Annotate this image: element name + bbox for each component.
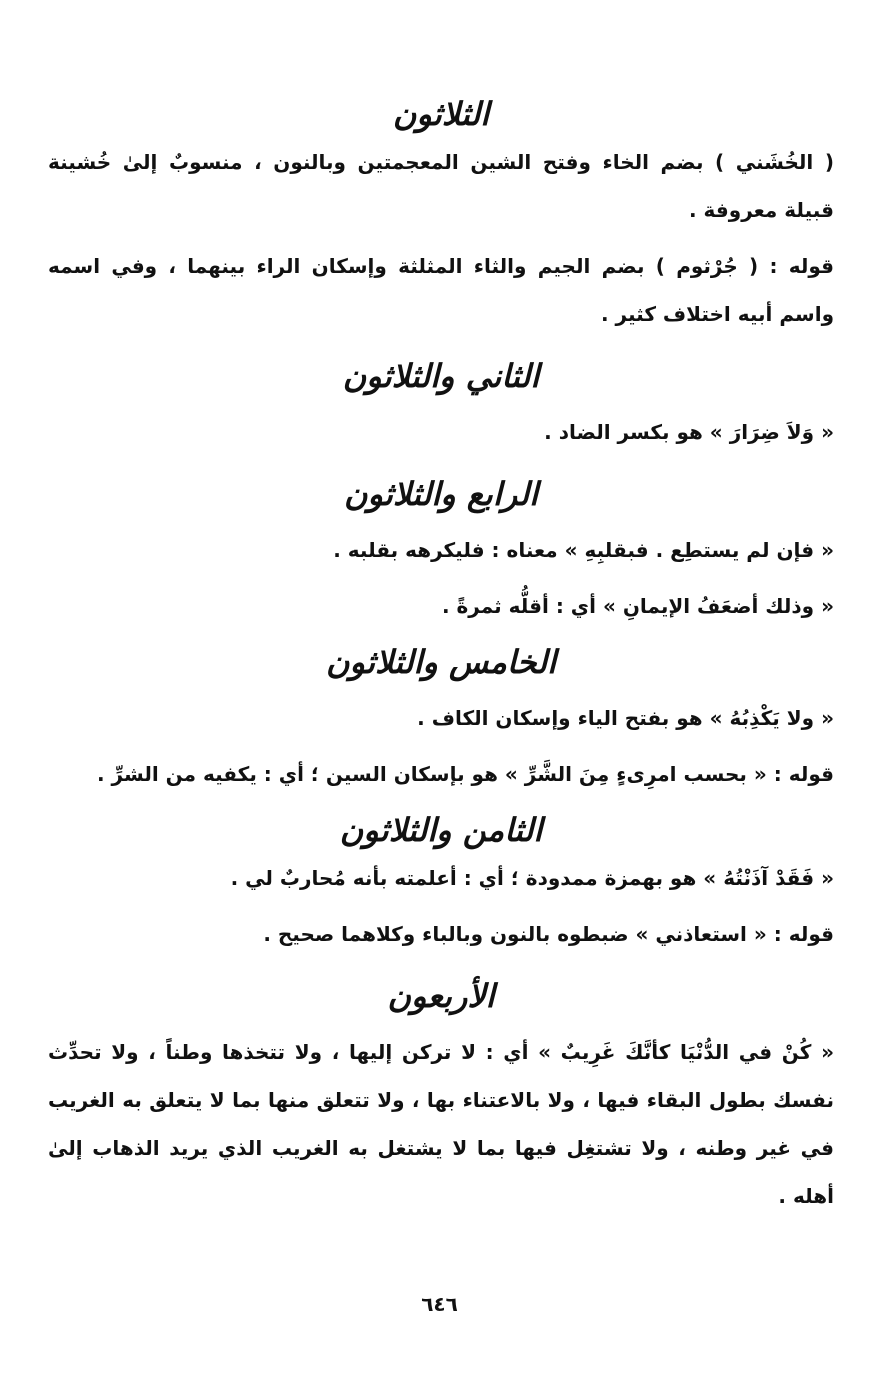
section-heading-30: الثلاثون [392, 95, 490, 133]
section-heading-32: الثاني والثلاثون [342, 357, 540, 395]
paragraph-bihasbi: قوله : « بحسب امرِىءٍ مِنَ الشَّرِّ » هو بإسكان السين ؛ أي : يكفيه من الشرِّ . [96, 762, 834, 786]
section-heading-35: الخامس والثلاثون [326, 643, 556, 681]
section-heading-40: الأربعون [387, 977, 495, 1015]
paragraph-adafu-aliman: « وذلك أضعَفُ الإيمانِ » أي : أقلُّه ثمرةً . [441, 594, 834, 618]
section-heading-38: الثامن والثلاثون [339, 811, 543, 849]
section-heading-34: الرابع والثلاثون [343, 475, 539, 513]
page-number: ٦٤٦ [421, 1292, 458, 1316]
paragraph-khushani: ( الخُشَني ) بضم الخاء وفتح الشين المعجمتين وبالنون ، منسوبٌ إلىٰ خُشينة قبيلة معروفة . [48, 150, 834, 222]
paragraph-istaadhani: قوله : « استعاذني » ضبطوه بالنون وبالباء وكلاهما صحيح . [263, 922, 834, 946]
paragraph-adhantuhu: « فَقَدْ آذَنْتُهُ » هو بهمزة ممدودة ؛ أي : أعلمته بأنه مُحاربٌ لي . [230, 866, 834, 890]
paragraph-biqalbihi: « فإن لم يستطِع . فبقلبِهِ » معناه : فليكرهه بقلبه . [333, 538, 834, 562]
paragraph-jurthum: قوله : ( جُرْثوم ) بضم الجيم والثاء المثلثة وإسكان الراء بينهما ، وفي اسمه واسم أبيه اختلاف كثير . [48, 254, 834, 326]
paragraph-dirar: « وَلاَ ضِرَارَ » هو بكسر الضاد . [544, 420, 834, 444]
paragraph-kun-fi-aldunya: « كُنْ في الدُّنْيَا كأنَّكَ غَرِيبٌ » أي : لا تركن إليها ، ولا تتخذها وطناً ، ولا تحدِّث نفسك بطول البقاء فيها ، ولا بالاعتناء بها ، ولا تتعلق منها بما لا يتعلق به الغريب في غير وطنه ، ولا تشتغِل فيها بما لا يشتغل به الغريب الذي يريد الذهاب إلىٰ أهله . [48, 1040, 834, 1208]
paragraph-yakdhibuhu: « ولا يَكْذِبُهُ » هو بفتح الياء وإسكان الكاف . [417, 706, 834, 730]
page-content [48, 90, 834, 1220]
